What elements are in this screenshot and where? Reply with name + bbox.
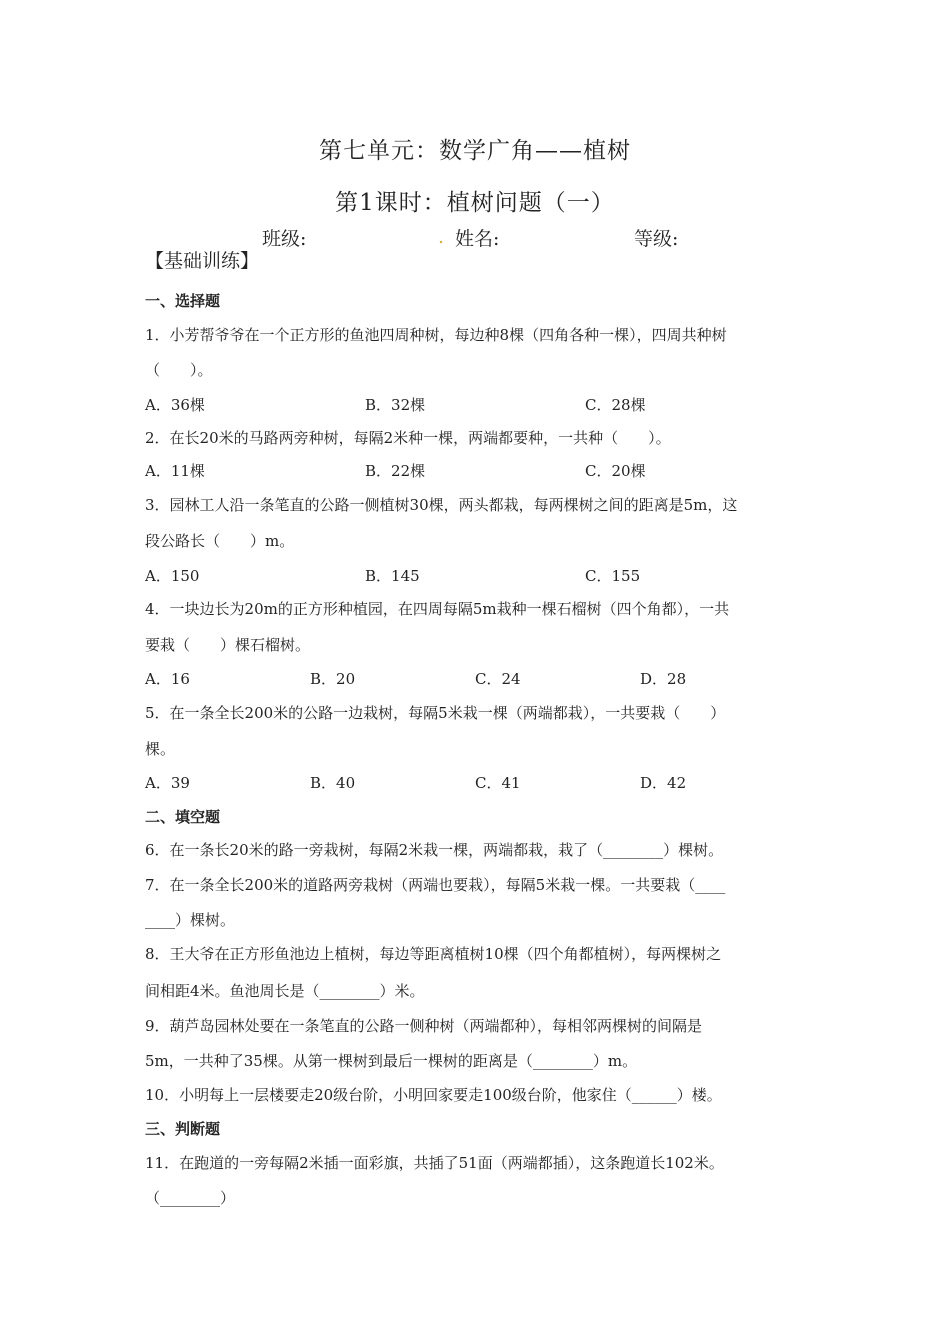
- option-a: A．16: [145, 670, 190, 688]
- option-c: C．24: [475, 670, 521, 688]
- question-1-line2: （ ）。: [145, 361, 213, 379]
- section-fill: 二、填空题: [145, 808, 221, 826]
- option-b: B．22棵: [365, 462, 426, 480]
- option-a: A．36棵: [145, 396, 205, 414]
- question-3-line1: 3．园林工人沿一条笔直的公路一侧植树30棵，两头都栽，每两棵树之间的距离是5m，这: [145, 496, 738, 514]
- option-b: B．40: [310, 774, 356, 792]
- grade-label: 等级:: [634, 228, 679, 250]
- option-c: C．20棵: [585, 462, 646, 480]
- option-b: B．20: [310, 670, 356, 688]
- question-10: 10．小明每上一层楼要走20级台阶，小明回家要走100级台阶，他家住（______）楼。: [145, 1086, 722, 1104]
- option-d: D．42: [640, 774, 687, 792]
- question-7-line1: 7．在一条全长200米的道路两旁栽树（两端也要栽），每隔5米栽一棵。一共要栽（____: [145, 876, 726, 894]
- question-6: 6．在一条长20米的路一旁栽树，每隔2米栽一棵，两端都栽，栽了（________）棵树。: [145, 841, 724, 859]
- class-label: 班级:: [262, 228, 307, 250]
- question-9-line1: 9．葫芦岛园林处要在一条笔直的公路一侧种树（两端都种），每相邻两棵树的间隔是: [145, 1017, 703, 1035]
- name-label: 姓名:: [455, 228, 500, 250]
- option-b: B．32棵: [365, 396, 426, 414]
- question-1-line1: 1．小芳帮爷爷在一个正方形的鱼池四周种树，每边种8棵（四角各种一棵），四周共种树: [145, 326, 727, 344]
- option-b: B．145: [365, 567, 420, 585]
- dot-mark: .: [438, 226, 445, 248]
- question-9-line2: 5m，一共种了35棵。从第一棵树到最后一棵树的距离是（________）m。: [145, 1052, 638, 1070]
- section-judge: 三、判断题: [145, 1120, 221, 1138]
- question-8-line2: 间相距4米。鱼池周长是（________）米。: [145, 982, 425, 1000]
- question-5-line1: 5．在一条全长200米的公路一边栽树，每隔5米栽一棵（两端都栽），一共要栽（ ）: [145, 704, 726, 722]
- option-a: A．150: [145, 567, 200, 585]
- question-5-line2: 棵。: [145, 740, 176, 758]
- option-c: C．155: [585, 567, 641, 585]
- training-header: 【基础训练】: [145, 250, 260, 272]
- option-c: C．28棵: [585, 396, 646, 414]
- question-4-line2: 要栽（ ）棵石榴树。: [145, 636, 311, 654]
- option-a: A．39: [145, 774, 190, 792]
- section-choice: 一、选择题: [145, 292, 221, 310]
- question-2-line1: 2．在长20米的马路两旁种树，每隔2米种一棵，两端都要种，一共种（ ）。: [145, 429, 671, 447]
- question-11-line2: （________）: [145, 1189, 236, 1207]
- question-7-line2: ____）棵树。: [145, 911, 236, 929]
- question-8-line1: 8．王大爷在正方形鱼池边上植树，每边等距离植树10棵（四个角都植树），每两棵树之: [145, 945, 722, 963]
- option-d: D．28: [640, 670, 687, 688]
- question-11-line1: 11．在跑道的一旁每隔2米插一面彩旗，共插了51面（两端都插），这条跑道长102米。: [145, 1154, 724, 1172]
- option-c: C．41: [475, 774, 521, 792]
- page-title: 第七单元：数学广角——植树: [319, 138, 631, 164]
- question-4-line1: 4．一块边长为20m的正方形种植园，在四周每隔5m栽种一棵石榴树（四个角都），一共: [145, 600, 730, 618]
- page-subtitle: 第1课时：植树问题（一）: [335, 190, 615, 216]
- option-a: A．11棵: [145, 462, 205, 480]
- question-3-line2: 段公路长（ ）m。: [145, 532, 295, 550]
